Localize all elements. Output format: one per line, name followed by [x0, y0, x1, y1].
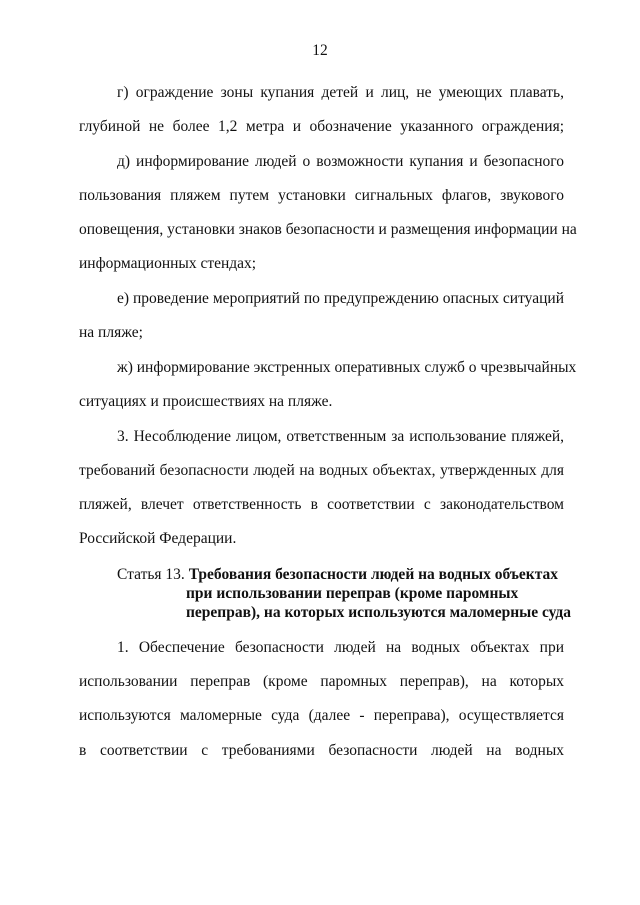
text-line: на пляже;: [79, 324, 143, 341]
text-line: д) информирование людей о возможности купания и безопасного: [117, 153, 564, 170]
text-line: требований безопасности людей на водных объектах, утвержденных для: [79, 462, 564, 479]
text-line: информационных стендах;: [79, 255, 257, 272]
text-line: 1. Обеспечение безопасности людей на водных объектах при: [117, 639, 564, 656]
article-title-line: Требования безопасности людей на водных объектах: [188, 566, 559, 583]
text-line: в соответствии с требованиями безопасности людей на водных: [79, 742, 564, 759]
page-number: 12: [312, 42, 328, 59]
text-line: Российской Федерации.: [79, 530, 237, 547]
text-line: е) проведение мероприятий по предупреждению опасных ситуаций: [117, 290, 564, 307]
text-line: использовании переправ (кроме паромных переправ), на которых: [79, 673, 564, 690]
text-line: ж) информирование экстренных оперативных служб о чрезвычайных: [117, 359, 577, 376]
text-line: пляжей, влечет ответственность в соответствии с законодательством: [79, 496, 564, 513]
text-line: оповещения, установки знаков безопасности и размещения информации на: [79, 221, 577, 238]
text-line: используются маломерные суда (далее - переправа), осуществляется: [79, 707, 564, 724]
text-line: ситуациях и происшествиях на пляже.: [79, 393, 333, 410]
text-line: 3. Несоблюдение лицом, ответственным за использование пляжей,: [117, 428, 564, 445]
text-line: пользования пляжем путем установки сигнальных флагов, звукового: [79, 187, 564, 204]
text-line: глубиной не более 1,2 метра и обозначение указанного ограждения;: [79, 118, 564, 135]
text-line: г) ограждение зоны купания детей и лиц, не умеющих плавать,: [117, 84, 564, 101]
article-title-line: при использовании переправ (кроме паромных: [186, 585, 519, 602]
article-number: Статья 13.: [117, 566, 185, 583]
article-title-line: переправ), на которых используются маломерные суда: [186, 604, 572, 621]
